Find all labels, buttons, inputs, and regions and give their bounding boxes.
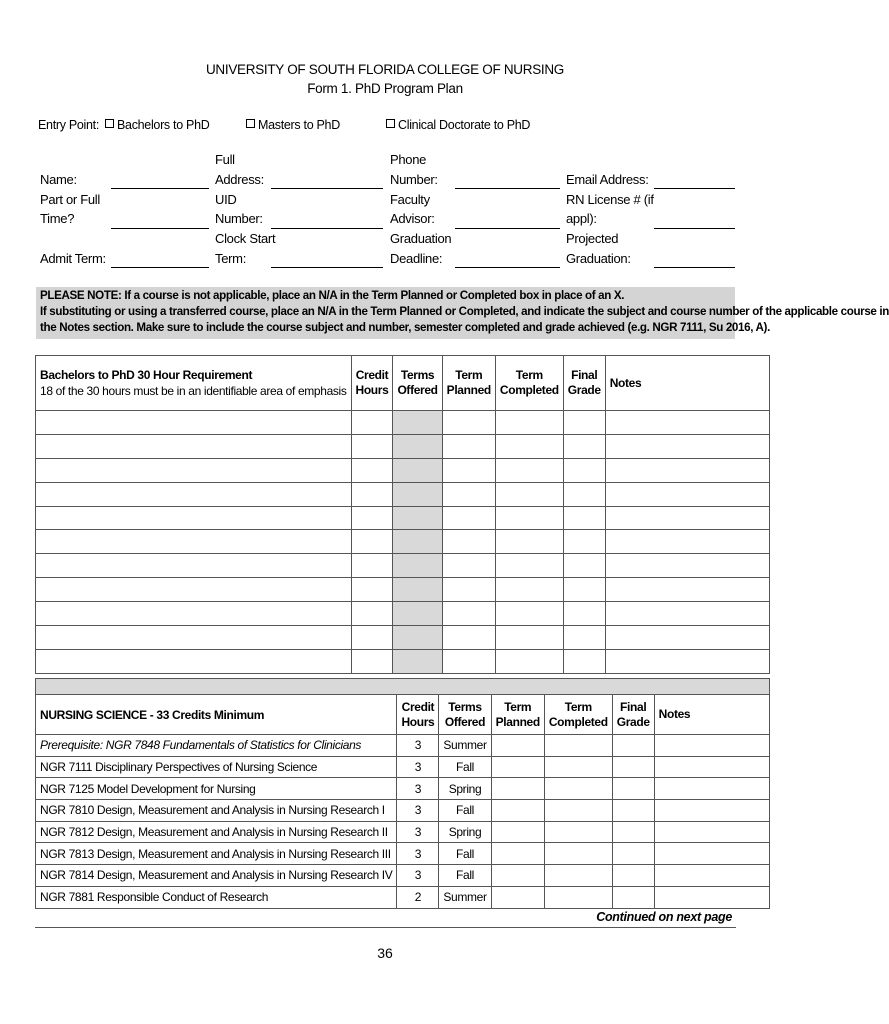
- credit-hours-cell[interactable]: [351, 530, 393, 554]
- term-planned-cell[interactable]: [442, 649, 495, 673]
- notes-cell[interactable]: [605, 626, 769, 650]
- course-cell: Prerequisite: NGR 7848 Fundamentals of Statistics for Clinicians: [36, 735, 397, 757]
- full-label: Full: [215, 152, 235, 167]
- final-grade-cell[interactable]: [563, 626, 605, 650]
- notes-cell[interactable]: [605, 482, 769, 506]
- term-completed-cell[interactable]: [544, 735, 612, 757]
- term-completed-cell[interactable]: [544, 886, 612, 908]
- notes-header: Notes: [605, 356, 769, 411]
- full-address-field[interactable]: [271, 188, 383, 189]
- table-row: [36, 778, 770, 800]
- table-row: [36, 411, 770, 435]
- course-cell[interactable]: [36, 506, 352, 530]
- credit-hours-cell: 3: [397, 756, 439, 778]
- table-row: [36, 886, 770, 908]
- course-cell: NGR 7111 Disciplinary Perspectives of Nursing Science: [36, 756, 397, 778]
- final-grade-cell[interactable]: [563, 578, 605, 602]
- course-cell: NGR 7810 Design, Measurement and Analysis in Nursing Research I: [36, 800, 397, 822]
- term-completed-cell[interactable]: [495, 411, 563, 435]
- table-row: [36, 843, 770, 865]
- course-cell: NGR 7125 Model Development for Nursing: [36, 778, 397, 800]
- term-completed-cell[interactable]: [495, 530, 563, 554]
- credit-hours-cell[interactable]: [351, 602, 393, 626]
- notes-cell[interactable]: [605, 506, 769, 530]
- table-row: [36, 735, 770, 757]
- course-cell[interactable]: [36, 434, 352, 458]
- terms-offered-cell: Fall: [439, 800, 491, 822]
- part-full-label: Part or Full: [40, 192, 100, 207]
- table-row: [36, 458, 770, 482]
- option-bachelors-to-phd[interactable]: Bachelors to PhD: [105, 118, 209, 132]
- term-planned-cell[interactable]: [491, 756, 544, 778]
- advisor-label: Advisor:: [390, 211, 435, 226]
- term-completed-cell[interactable]: [544, 865, 612, 887]
- phone-number-field[interactable]: [455, 188, 560, 189]
- part-full-time-field[interactable]: [111, 228, 209, 229]
- terms-offered-cell: Fall: [439, 843, 491, 865]
- notes-cell[interactable]: [654, 800, 769, 822]
- name-label: Name:: [40, 172, 77, 187]
- credit-hours-header: Credit Hours: [397, 695, 439, 735]
- term-planned-cell[interactable]: [491, 800, 544, 822]
- final-grade-header: Final Grade: [612, 695, 654, 735]
- time-label: Time?: [40, 211, 75, 226]
- final-grade-cell[interactable]: [563, 506, 605, 530]
- notes-cell[interactable]: [605, 554, 769, 578]
- continued-note: Continued on next page: [596, 910, 732, 924]
- terms-offered-cell: [393, 530, 442, 554]
- credit-hours-cell[interactable]: [351, 554, 393, 578]
- course-cell: NGR 7814 Design, Measurement and Analysis in Nursing Research IV: [36, 865, 397, 887]
- term-planned-cell[interactable]: [491, 886, 544, 908]
- checkbox-icon[interactable]: [246, 119, 255, 128]
- clock-start-label: Clock Start: [215, 231, 276, 246]
- term-planned-cell[interactable]: [442, 554, 495, 578]
- terms-offered-cell: Fall: [439, 756, 491, 778]
- term-completed-cell[interactable]: [495, 578, 563, 602]
- table-row: [36, 800, 770, 822]
- table-row: [36, 756, 770, 778]
- course-cell[interactable]: [36, 626, 352, 650]
- term-completed-cell[interactable]: [495, 554, 563, 578]
- nursing-science-table: [35, 678, 770, 909]
- clock-start-term-field[interactable]: [271, 267, 383, 268]
- term-planned-header: Term Planned: [491, 695, 544, 735]
- term-planned-cell[interactable]: [442, 411, 495, 435]
- final-grade-cell[interactable]: [612, 735, 654, 757]
- term-completed-cell[interactable]: [495, 434, 563, 458]
- terms-offered-cell: [393, 458, 442, 482]
- credit-hours-cell: 3: [397, 821, 439, 843]
- term-completed-cell[interactable]: [495, 626, 563, 650]
- divider: [35, 927, 736, 928]
- term-completed-cell[interactable]: [495, 649, 563, 673]
- phone-number-label: Number:: [390, 172, 438, 187]
- email-label: Email Address:: [566, 172, 649, 187]
- credit-hours-cell[interactable]: [351, 434, 393, 458]
- term-completed-cell[interactable]: [495, 458, 563, 482]
- course-cell[interactable]: [36, 411, 352, 435]
- term-completed-cell[interactable]: [495, 506, 563, 530]
- course-cell: NGR 7881 Responsible Conduct of Research: [36, 886, 397, 908]
- course-cell: NGR 7812 Design, Measurement and Analysis in Nursing Research II: [36, 821, 397, 843]
- term-planned-cell[interactable]: [491, 778, 544, 800]
- section-divider: [36, 679, 770, 695]
- term-planned-cell[interactable]: [491, 821, 544, 843]
- credit-hours-cell: 2: [397, 886, 439, 908]
- term-completed-cell[interactable]: [495, 602, 563, 626]
- table2-header-title: NURSING SCIENCE - 33 Credits Minimum: [36, 695, 397, 735]
- course-cell[interactable]: [36, 482, 352, 506]
- credit-hours-cell: 3: [397, 865, 439, 887]
- term-completed-header: Term Completed: [544, 695, 612, 735]
- terms-offered-cell: [393, 482, 442, 506]
- rn-license-label: RN License # (if: [566, 192, 654, 207]
- term-completed-cell[interactable]: [544, 778, 612, 800]
- term-completed-cell[interactable]: [544, 756, 612, 778]
- appl-label: appl):: [566, 211, 597, 226]
- form-title: UNIVERSITY OF SOUTH FLORIDA COLLEGE OF NURSING: [205, 62, 564, 77]
- note-line-2: If substituting or using a transferred course, place an N/A in the Term Planned or Completed, and indicate the subject and course number of the applicable course in: [40, 305, 889, 318]
- table-row: [36, 482, 770, 506]
- notes-cell[interactable]: [654, 778, 769, 800]
- table-row: [36, 602, 770, 626]
- terms-offered-cell: [393, 578, 442, 602]
- table-row: [36, 434, 770, 458]
- terms-offered-cell: [393, 434, 442, 458]
- final-grade-cell[interactable]: [563, 554, 605, 578]
- notes-cell[interactable]: [654, 735, 769, 757]
- deadline-label: Deadline:: [390, 251, 443, 266]
- term-planned-cell[interactable]: [491, 865, 544, 887]
- notes-cell[interactable]: [605, 578, 769, 602]
- credit-hours-cell[interactable]: [351, 506, 393, 530]
- notes-cell[interactable]: [654, 865, 769, 887]
- graduation-deadline-field[interactable]: [455, 267, 560, 268]
- credit-hours-cell: 3: [397, 843, 439, 865]
- terms-offered-cell: [393, 411, 442, 435]
- notes-cell[interactable]: [605, 602, 769, 626]
- term-planned-cell[interactable]: [442, 602, 495, 626]
- terms-offered-cell: Spring: [439, 778, 491, 800]
- term-planned-cell[interactable]: [491, 735, 544, 757]
- course-cell[interactable]: [36, 554, 352, 578]
- terms-offered-cell: [393, 554, 442, 578]
- table1-header-title: Bachelors to PhD 30 Hour Requirement 18 of the 30 hours must be in an identifiable area of emphasis: [36, 356, 352, 411]
- course-cell[interactable]: [36, 578, 352, 602]
- option-masters-to-phd[interactable]: Masters to PhD: [246, 118, 340, 132]
- final-grade-cell[interactable]: [612, 843, 654, 865]
- term-label: Term:: [215, 251, 247, 266]
- term-planned-cell[interactable]: [442, 578, 495, 602]
- admit-term-field[interactable]: [111, 267, 209, 268]
- final-grade-header: Final Grade: [563, 356, 605, 411]
- notes-cell[interactable]: [654, 843, 769, 865]
- course-cell[interactable]: [36, 530, 352, 554]
- course-cell: NGR 7813 Design, Measurement and Analysis in Nursing Research III: [36, 843, 397, 865]
- table-row: [36, 554, 770, 578]
- term-planned-cell[interactable]: [442, 530, 495, 554]
- terms-offered-cell: Summer: [439, 735, 491, 757]
- faculty-label: Faculty: [390, 192, 430, 207]
- table-row: [36, 578, 770, 602]
- notes-cell[interactable]: [654, 886, 769, 908]
- course-cell[interactable]: [36, 458, 352, 482]
- final-grade-cell[interactable]: [612, 756, 654, 778]
- rn-license-field[interactable]: [654, 228, 735, 229]
- credit-hours-cell: 3: [397, 800, 439, 822]
- phone-label: Phone: [390, 152, 427, 167]
- final-grade-cell[interactable]: [563, 458, 605, 482]
- projected-graduation-field[interactable]: [654, 267, 735, 268]
- table-row: [36, 649, 770, 673]
- table-row: [36, 530, 770, 554]
- checkbox-icon[interactable]: [386, 119, 395, 128]
- term-planned-cell[interactable]: [442, 434, 495, 458]
- final-grade-cell[interactable]: [563, 602, 605, 626]
- term-planned-cell[interactable]: [442, 506, 495, 530]
- name-field[interactable]: [111, 188, 209, 189]
- bachelors-requirement-table: [35, 355, 770, 674]
- checkbox-icon[interactable]: [105, 119, 114, 128]
- credit-hours-cell: 3: [397, 778, 439, 800]
- projected-graduation-label: Graduation:: [566, 251, 631, 266]
- terms-offered-cell: [393, 506, 442, 530]
- final-grade-cell[interactable]: [563, 434, 605, 458]
- notes-cell[interactable]: [605, 530, 769, 554]
- term-completed-cell[interactable]: [495, 482, 563, 506]
- note-line-1: PLEASE NOTE: If a course is not applicable, place an N/A in the Term Planned or Completed box in place of an X.: [40, 289, 625, 302]
- final-grade-cell[interactable]: [612, 800, 654, 822]
- credit-hours-header: Credit Hours: [351, 356, 393, 411]
- credit-hours-cell[interactable]: [351, 649, 393, 673]
- credit-hours-cell[interactable]: [351, 626, 393, 650]
- term-planned-cell[interactable]: [442, 458, 495, 482]
- final-grade-cell[interactable]: [612, 865, 654, 887]
- final-grade-cell[interactable]: [612, 821, 654, 843]
- credit-hours-cell: 3: [397, 735, 439, 757]
- graduation-label: Graduation: [390, 231, 452, 246]
- notes-cell[interactable]: [605, 458, 769, 482]
- terms-offered-header: Terms Offered: [393, 356, 442, 411]
- term-planned-cell[interactable]: [442, 482, 495, 506]
- term-completed-cell[interactable]: [544, 843, 612, 865]
- terms-offered-header: Terms Offered: [439, 695, 491, 735]
- faculty-advisor-field[interactable]: [455, 228, 560, 229]
- table-row: [36, 865, 770, 887]
- notes-cell[interactable]: [654, 756, 769, 778]
- term-completed-cell[interactable]: [544, 800, 612, 822]
- term-planned-cell[interactable]: [491, 843, 544, 865]
- uid-number-field[interactable]: [271, 228, 383, 229]
- term-planned-cell[interactable]: [442, 626, 495, 650]
- uid-label: UID: [215, 192, 237, 207]
- page-number: 36: [377, 945, 393, 961]
- credit-hours-cell[interactable]: [351, 411, 393, 435]
- table-row: [36, 506, 770, 530]
- final-grade-cell[interactable]: [612, 886, 654, 908]
- final-grade-cell[interactable]: [612, 778, 654, 800]
- admit-term-label: Admit Term:: [40, 251, 106, 266]
- email-field[interactable]: [654, 188, 735, 189]
- number-label: Number:: [215, 211, 263, 226]
- please-note-box: [36, 287, 889, 339]
- course-cell[interactable]: [36, 649, 352, 673]
- terms-offered-cell: Spring: [439, 821, 491, 843]
- terms-offered-cell: [393, 626, 442, 650]
- notes-header: Notes: [654, 695, 769, 735]
- projected-label: Projected: [566, 231, 619, 246]
- term-planned-header: Term Planned: [442, 356, 495, 411]
- term-completed-cell[interactable]: [544, 821, 612, 843]
- credit-hours-cell[interactable]: [351, 578, 393, 602]
- credit-hours-cell[interactable]: [351, 458, 393, 482]
- terms-offered-cell: [393, 649, 442, 673]
- term-completed-header: Term Completed: [495, 356, 563, 411]
- note-line-3: the Notes section. Make sure to include the course subject and number, semester completed and grade achieved (e.g. NGR 7111, Su 2016, A).: [40, 321, 770, 334]
- option-clinical-doctorate-to-phd[interactable]: Clinical Doctorate to PhD: [386, 118, 530, 132]
- final-grade-cell[interactable]: [563, 411, 605, 435]
- table-row: [36, 626, 770, 650]
- credit-hours-cell[interactable]: [351, 482, 393, 506]
- table-row: [36, 821, 770, 843]
- final-grade-cell[interactable]: [563, 649, 605, 673]
- terms-offered-cell: Summer: [439, 886, 491, 908]
- final-grade-cell[interactable]: [563, 530, 605, 554]
- entry-point-label: Entry Point:: [38, 118, 100, 132]
- notes-cell[interactable]: [605, 649, 769, 673]
- form-subtitle: Form 1. PhD Program Plan: [307, 81, 463, 96]
- terms-offered-cell: [393, 602, 442, 626]
- final-grade-cell[interactable]: [563, 482, 605, 506]
- notes-cell[interactable]: [654, 821, 769, 843]
- terms-offered-cell: Fall: [439, 865, 491, 887]
- notes-cell[interactable]: [605, 411, 769, 435]
- notes-cell[interactable]: [605, 434, 769, 458]
- course-cell[interactable]: [36, 602, 352, 626]
- address-label: Address:: [215, 172, 264, 187]
